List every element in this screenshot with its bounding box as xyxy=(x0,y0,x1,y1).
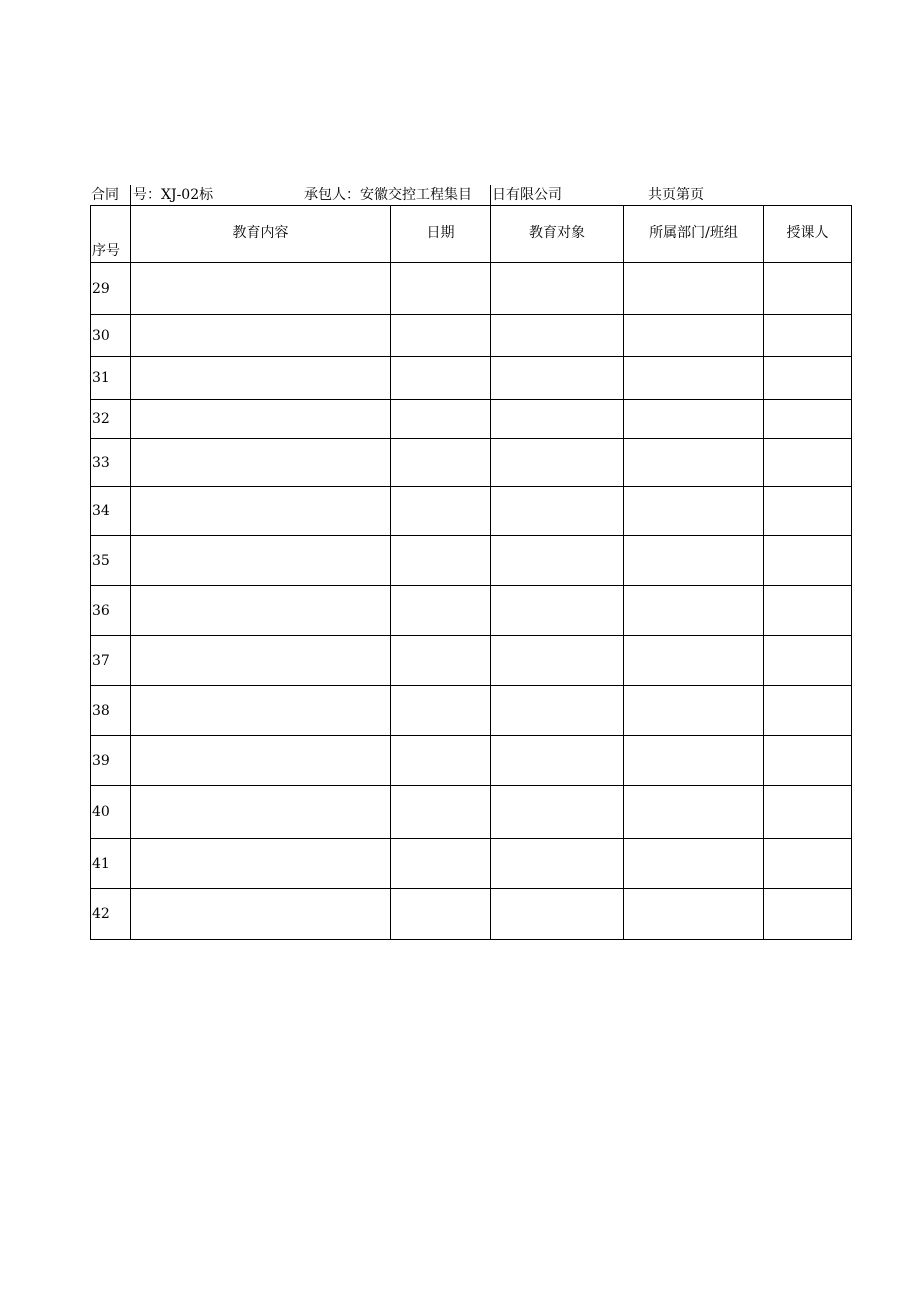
date-cell[interactable] xyxy=(391,400,491,439)
column-header-audience: 教育对象 xyxy=(491,206,624,263)
table-row xyxy=(91,889,852,940)
table-row xyxy=(91,536,852,586)
department-cell[interactable] xyxy=(624,315,764,357)
date-cell[interactable] xyxy=(391,357,491,400)
audience-cell[interactable] xyxy=(491,263,624,315)
column-header-content: 教育内容 xyxy=(131,206,391,263)
table-row xyxy=(91,736,852,786)
audience-cell[interactable] xyxy=(491,536,624,586)
contract-number: 号：XJ-02标 xyxy=(133,187,214,203)
audience-cell[interactable] xyxy=(491,400,624,439)
instructor-cell[interactable] xyxy=(764,487,852,536)
date-cell[interactable] xyxy=(391,786,491,839)
company-suffix: 日有限公司 xyxy=(492,187,562,203)
date-cell[interactable] xyxy=(391,439,491,487)
seq-cell: 29 xyxy=(91,263,131,315)
audience-cell[interactable] xyxy=(491,636,624,686)
department-cell[interactable] xyxy=(624,586,764,636)
content-cell[interactable] xyxy=(131,357,391,400)
audience-cell[interactable] xyxy=(491,487,624,536)
seq-cell: 37 xyxy=(91,636,131,686)
department-cell[interactable] xyxy=(624,536,764,586)
instructor-cell[interactable] xyxy=(764,536,852,586)
seq-cell: 41 xyxy=(91,839,131,889)
content-cell[interactable] xyxy=(131,636,391,686)
table-row xyxy=(91,839,852,889)
audience-cell[interactable] xyxy=(491,736,624,786)
content-cell[interactable] xyxy=(131,686,391,736)
audience-cell[interactable] xyxy=(491,586,624,636)
instructor-cell[interactable] xyxy=(764,636,852,686)
table-row xyxy=(91,636,852,686)
seq-cell: 31 xyxy=(91,357,131,400)
contract-label: 合同 xyxy=(91,187,119,203)
seq-cell: 33 xyxy=(91,439,131,487)
department-cell[interactable] xyxy=(624,686,764,736)
instructor-cell[interactable] xyxy=(764,686,852,736)
date-cell[interactable] xyxy=(391,839,491,889)
instructor-cell[interactable] xyxy=(764,357,852,400)
table-row xyxy=(91,263,852,315)
date-cell[interactable] xyxy=(391,315,491,357)
seq-cell: 34 xyxy=(91,487,131,536)
instructor-cell[interactable] xyxy=(764,839,852,889)
instructor-cell[interactable] xyxy=(764,263,852,315)
date-cell[interactable] xyxy=(391,889,491,940)
audience-cell[interactable] xyxy=(491,686,624,736)
column-header-seq: 序号 xyxy=(91,206,131,263)
date-cell[interactable] xyxy=(391,686,491,736)
content-cell[interactable] xyxy=(131,400,391,439)
table-row xyxy=(91,487,852,536)
audience-cell[interactable] xyxy=(491,786,624,839)
header-divider xyxy=(490,185,491,205)
content-cell[interactable] xyxy=(131,786,391,839)
instructor-cell[interactable] xyxy=(764,586,852,636)
table-row xyxy=(91,686,852,736)
page-info: 共页第页 xyxy=(648,187,704,203)
content-cell[interactable] xyxy=(131,839,391,889)
column-header-date: 日期 xyxy=(391,206,491,263)
content-cell[interactable] xyxy=(131,315,391,357)
table-row xyxy=(91,315,852,357)
seq-cell: 32 xyxy=(91,400,131,439)
date-cell[interactable] xyxy=(391,586,491,636)
instructor-cell[interactable] xyxy=(764,786,852,839)
date-cell[interactable] xyxy=(391,263,491,315)
department-cell[interactable] xyxy=(624,439,764,487)
header-divider xyxy=(130,185,131,205)
column-header-department: 所属部门/班组 xyxy=(624,206,764,263)
date-cell[interactable] xyxy=(391,736,491,786)
instructor-cell[interactable] xyxy=(764,736,852,786)
audience-cell[interactable] xyxy=(491,315,624,357)
seq-cell: 39 xyxy=(91,736,131,786)
department-cell[interactable] xyxy=(624,400,764,439)
content-cell[interactable] xyxy=(131,487,391,536)
seq-cell: 35 xyxy=(91,536,131,586)
table-row xyxy=(91,586,852,636)
audience-cell[interactable] xyxy=(491,439,624,487)
department-cell[interactable] xyxy=(624,487,764,536)
content-cell[interactable] xyxy=(131,439,391,487)
seq-cell: 36 xyxy=(91,586,131,636)
table-header-row xyxy=(91,206,852,263)
table-row xyxy=(91,357,852,400)
instructor-cell[interactable] xyxy=(764,315,852,357)
seq-cell: 30 xyxy=(91,315,131,357)
department-cell[interactable] xyxy=(624,786,764,839)
audience-cell[interactable] xyxy=(491,357,624,400)
department-cell[interactable] xyxy=(624,839,764,889)
table-row xyxy=(91,400,852,439)
department-cell[interactable] xyxy=(624,263,764,315)
date-cell[interactable] xyxy=(391,536,491,586)
department-cell[interactable] xyxy=(624,357,764,400)
table-row xyxy=(91,439,852,487)
audience-cell[interactable] xyxy=(491,889,624,940)
content-cell[interactable] xyxy=(131,536,391,586)
seq-cell: 40 xyxy=(91,786,131,839)
date-cell[interactable] xyxy=(391,487,491,536)
content-cell[interactable] xyxy=(131,889,391,940)
seq-cell: 42 xyxy=(91,889,131,940)
table-row xyxy=(91,786,852,839)
seq-cell: 38 xyxy=(91,686,131,736)
content-cell[interactable] xyxy=(131,263,391,315)
instructor-cell[interactable] xyxy=(764,439,852,487)
date-cell[interactable] xyxy=(391,636,491,686)
department-cell[interactable] xyxy=(624,736,764,786)
document-header xyxy=(91,184,851,206)
content-cell[interactable] xyxy=(131,736,391,786)
instructor-cell[interactable] xyxy=(764,889,852,940)
audience-cell[interactable] xyxy=(491,839,624,889)
column-header-instructor: 授课人 xyxy=(764,206,852,263)
contractor-name: 承包人：安徽交控工程集目 xyxy=(304,187,472,203)
instructor-cell[interactable] xyxy=(764,400,852,439)
department-cell[interactable] xyxy=(624,636,764,686)
education-record-table xyxy=(90,205,852,940)
content-cell[interactable] xyxy=(131,586,391,636)
department-cell[interactable] xyxy=(624,889,764,940)
